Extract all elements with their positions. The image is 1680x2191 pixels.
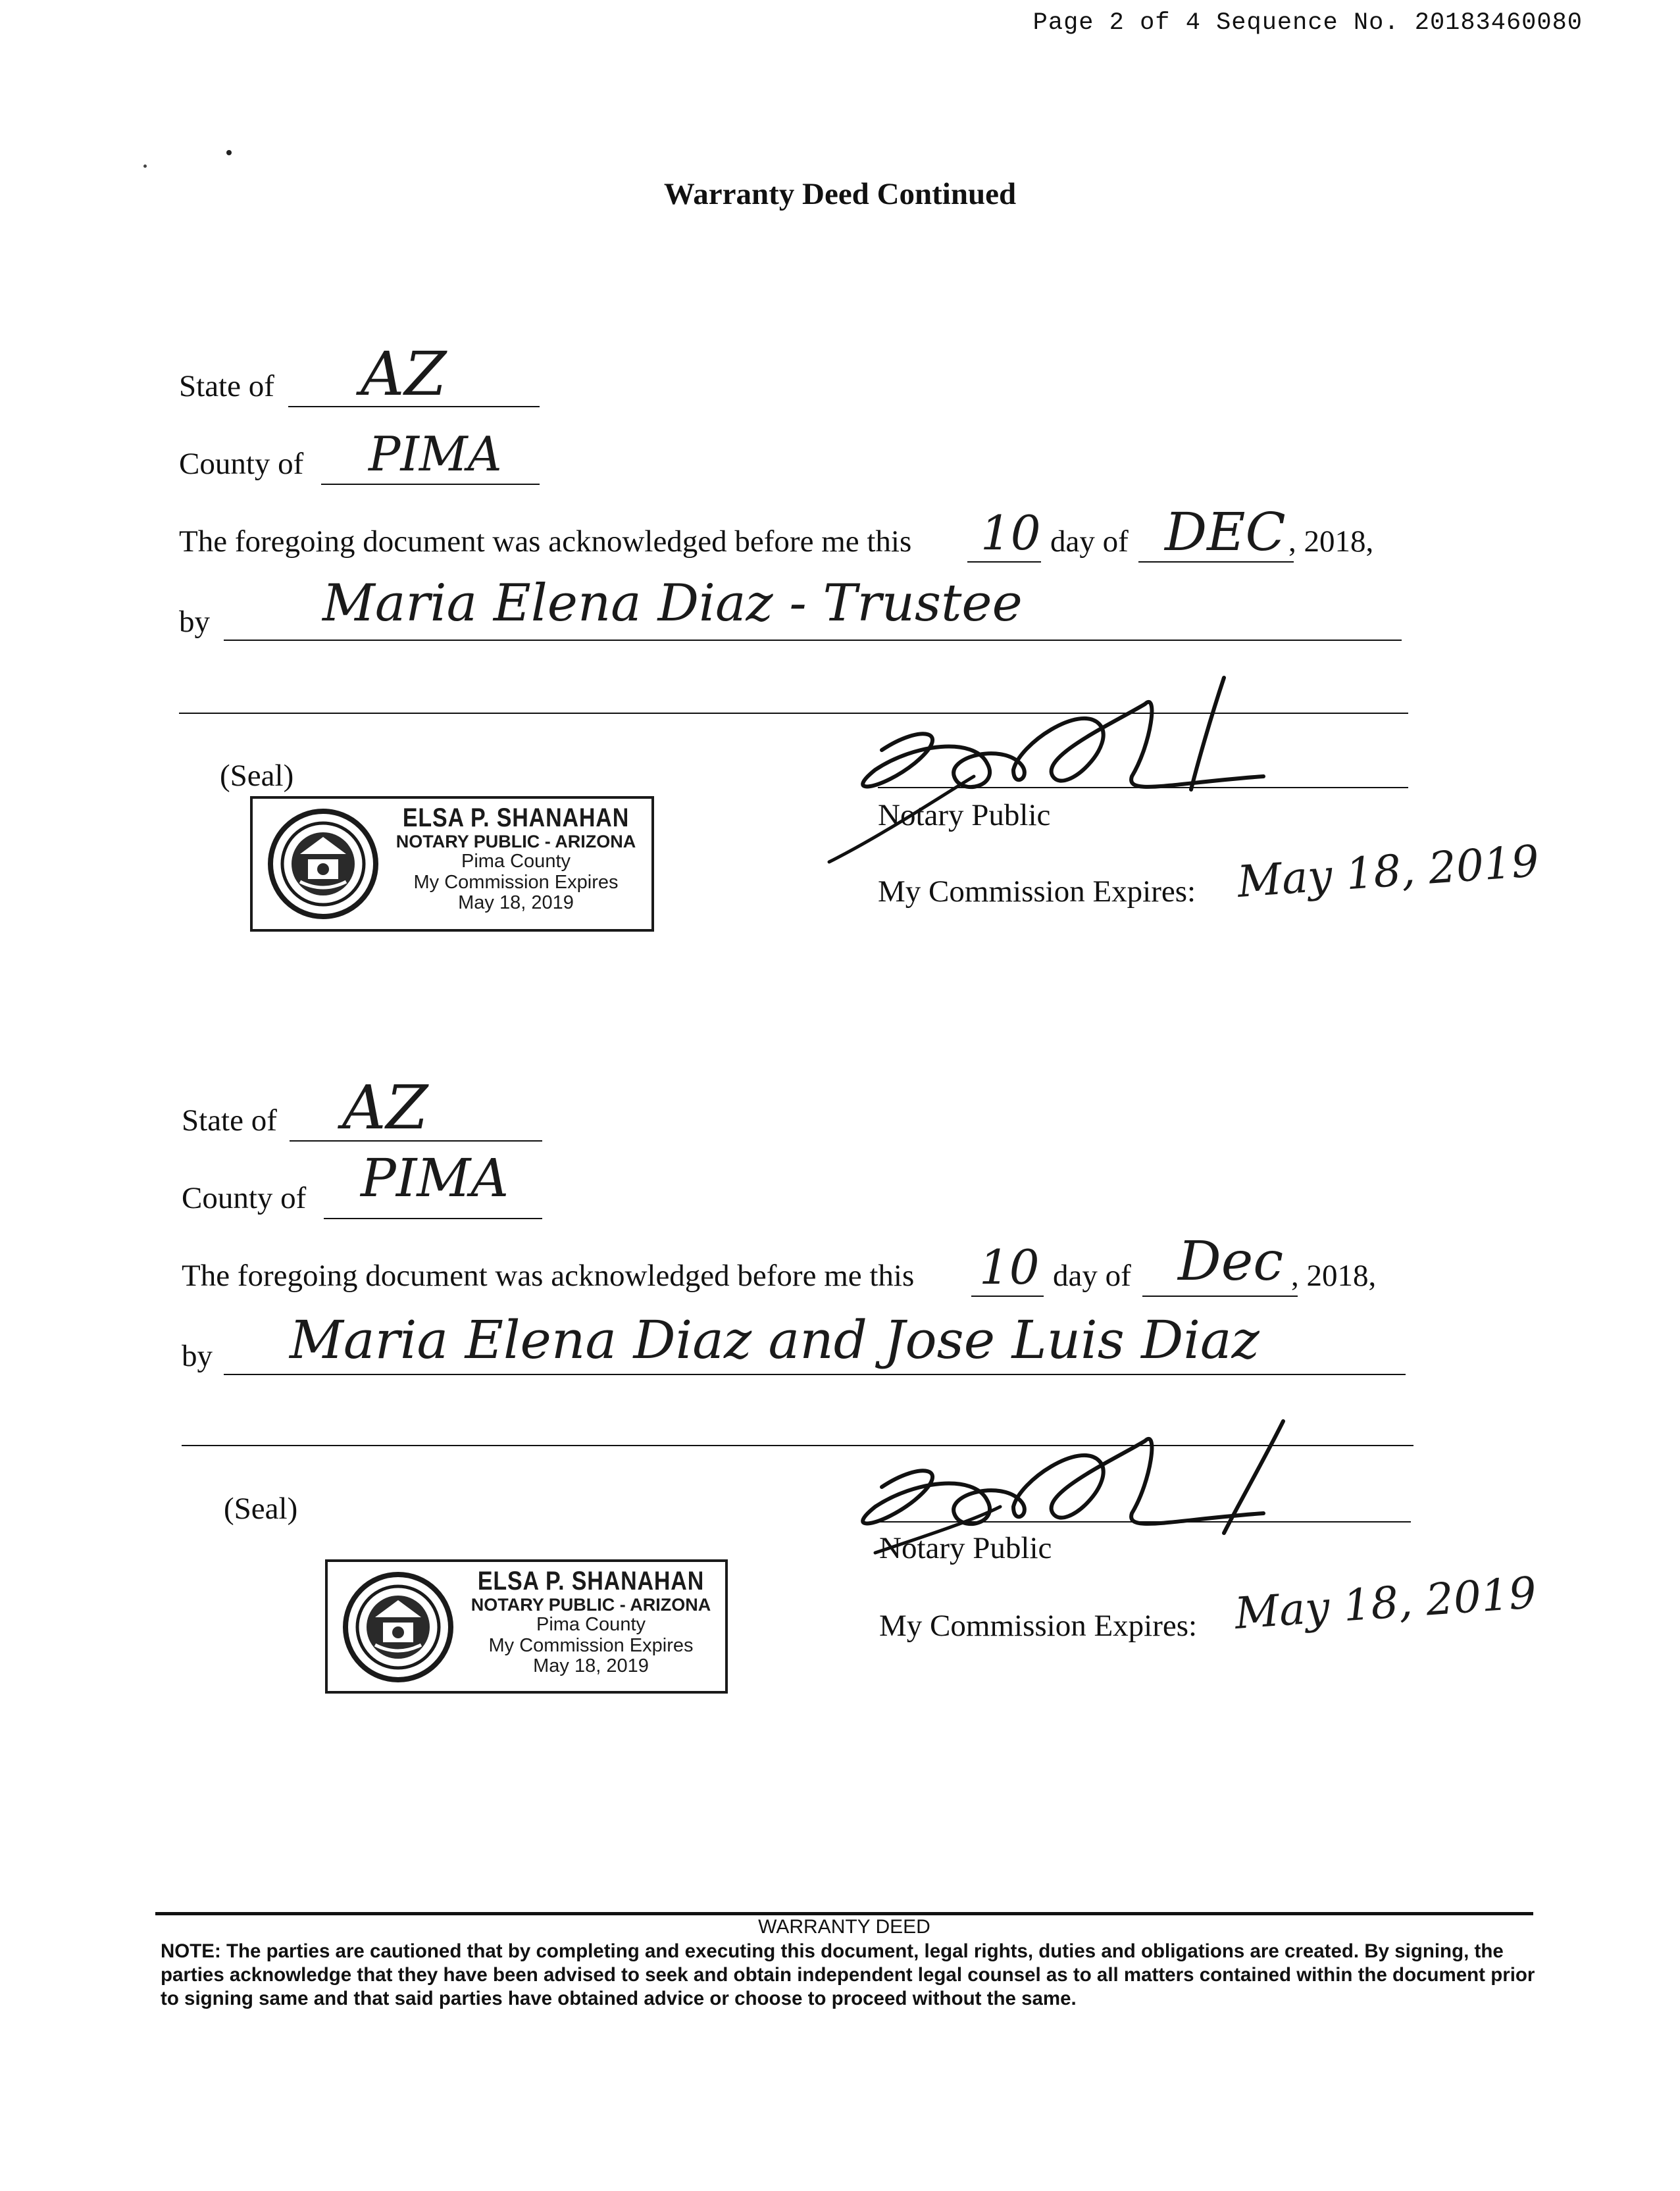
notary-signature-icon [803, 665, 1316, 882]
acknowledged-label: The foregoing document was acknowledged before me this [179, 524, 912, 559]
stamp-notary-name: ELSA P. SHANAHAN [477, 1567, 705, 1596]
year-label: , 2018, [1291, 1259, 1377, 1293]
state-label: State of [182, 1103, 277, 1138]
footer-rule [155, 1912, 1533, 1915]
seal-label: (Seal) [220, 759, 294, 793]
scan-speck [226, 150, 232, 155]
document-title: Warranty Deed Continued [663, 177, 1017, 211]
day-handwritten: 10 [980, 505, 1041, 561]
seal-label: (Seal) [224, 1492, 298, 1526]
county-label: County of [179, 447, 304, 481]
month-line [1142, 1296, 1298, 1297]
notary-public-label: Notary Public [878, 798, 1051, 832]
by-handwritten: Maria Elena Diaz and Jose Luis Diaz [290, 1309, 1260, 1371]
acknowledged-label: The foregoing document was acknowledged before me this [182, 1259, 915, 1293]
commission-expires-label: My Commission Expires: [878, 874, 1196, 909]
footer-note: NOTE: The parties are cautioned that by completing and executing this document, legal rights, duties and obligations are created. By signing, the parties acknowledge that they have been advised to seek and obtain independent legal counsel as to all matters contained within the document prior to signing same and that said parties have obtained advice or choose to proceed without the same. [161, 1940, 1535, 2009]
commission-expires-handwritten: May 18, 2019 [1233, 1567, 1539, 1639]
by-label: by [182, 1339, 213, 1373]
stamp-notary-title: NOTARY PUBLIC - ARIZONA [471, 1595, 711, 1615]
arizona-seal-icon [267, 808, 379, 920]
stamp-notary-title: NOTARY PUBLIC - ARIZONA [395, 832, 636, 852]
state-handwritten: AZ [342, 1072, 428, 1143]
footer-title: WARRANTY DEED [758, 1916, 930, 1938]
notary-signature-icon [803, 1401, 1316, 1619]
state-label: State of [179, 369, 274, 403]
stamp-date: May 18, 2019 [533, 1655, 649, 1676]
day-line [967, 561, 1041, 563]
page-sequence-header: Page 2 of 4 Sequence No. 20183460080 [1032, 9, 1583, 37]
county-line [321, 484, 540, 485]
day-of-label: day of [1053, 1259, 1131, 1293]
by-line [224, 1374, 1406, 1375]
by-label: by [179, 605, 210, 639]
day-of-label: day of [1050, 524, 1129, 559]
stamp-county: Pima County [461, 851, 571, 872]
stamp-date: May 18, 2019 [458, 892, 574, 913]
county-handwritten: PIMA [361, 1147, 509, 1209]
month-handwritten: DEC [1165, 501, 1286, 563]
stamp-commission: My Commission Expires [413, 871, 619, 893]
by-handwritten: Maria Elena Diaz - Trustee [322, 574, 1023, 633]
county-line [324, 1218, 542, 1219]
stamp-text [378, 804, 654, 913]
county-label: County of [182, 1181, 307, 1215]
state-handwritten: AZ [361, 339, 447, 409]
stamp-notary-name: ELSA P. SHANAHAN [402, 803, 630, 832]
arizona-seal-icon [342, 1571, 454, 1683]
stamp-county: Pima County [536, 1614, 646, 1636]
commission-expires-handwritten: May 18, 2019 [1235, 836, 1541, 907]
day-handwritten: 10 [979, 1240, 1040, 1295]
commission-expires-label: My Commission Expires: [879, 1609, 1198, 1643]
notary-public-label: Notary Public [879, 1531, 1052, 1565]
notary-stamp [250, 796, 654, 932]
month-handwritten: Dec [1178, 1230, 1284, 1293]
stamp-text [453, 1567, 729, 1676]
stamp-commission: My Commission Expires [488, 1634, 694, 1656]
by-line [224, 640, 1402, 641]
year-label: , 2018, [1288, 524, 1374, 559]
day-line [971, 1296, 1044, 1297]
county-handwritten: PIMA [369, 426, 502, 482]
notary-stamp [325, 1559, 728, 1694]
scan-speck [143, 164, 147, 168]
